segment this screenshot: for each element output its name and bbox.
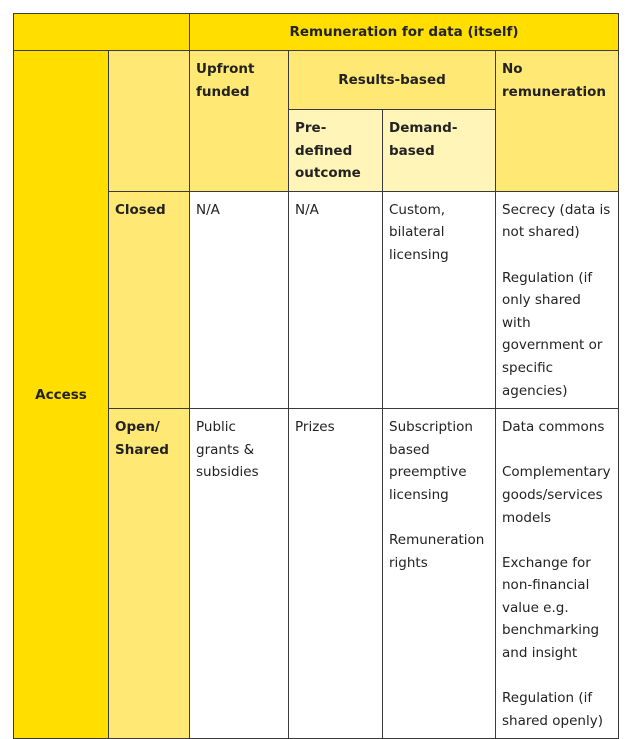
open-no-rem-item: Complementary goods/services models (502, 464, 611, 526)
open-demand-cell (383, 409, 496, 739)
open-no-rem-item: Exchange for non-financial value e.g. benchmarking and insight (502, 554, 600, 662)
header-row-middle (14, 51, 619, 110)
remuneration-access-table (13, 13, 619, 739)
closed-no-rem-item: Secrecy (data is not shared) (502, 201, 611, 241)
open-demand-item: Remuneration rights (389, 532, 485, 571)
closed-no-remuneration-cell (496, 191, 619, 408)
closed-no-rem-item: Regulation (if only shared with government or specific agencies) (502, 269, 603, 399)
open-upfront-cell: Public grants & subsidies (190, 409, 289, 739)
access-header: Access (14, 51, 109, 739)
closed-upfront-cell: N/A (190, 191, 289, 408)
upfront-funded-header: Upfront funded (190, 51, 289, 192)
open-no-rem-item: Regulation (if shared openly) (502, 690, 603, 729)
open-shared-label: Open/ Shared (109, 409, 190, 739)
blank-subheader-cell (109, 51, 190, 192)
remuneration-header: Remuneration for data (itself) (190, 14, 619, 51)
closed-demand-cell: Custom, bilateral licensing (383, 191, 496, 408)
header-row-top (14, 14, 619, 51)
no-remuneration-header: No remuneration (496, 51, 619, 192)
open-no-rem-item: Data commons (502, 419, 605, 436)
corner-cell (14, 14, 190, 51)
open-demand-item: Subscription based preemptive licensing (389, 419, 473, 503)
open-pre-defined-cell: Prizes (289, 409, 383, 739)
results-based-header: Results-based (289, 51, 496, 110)
closed-pre-defined-cell: N/A (289, 191, 383, 408)
pre-defined-outcome-header: Pre-defined outcome (289, 110, 383, 192)
closed-label: Closed (109, 191, 190, 408)
demand-based-header: Demand-based (383, 110, 496, 192)
open-no-remuneration-cell (496, 409, 619, 739)
